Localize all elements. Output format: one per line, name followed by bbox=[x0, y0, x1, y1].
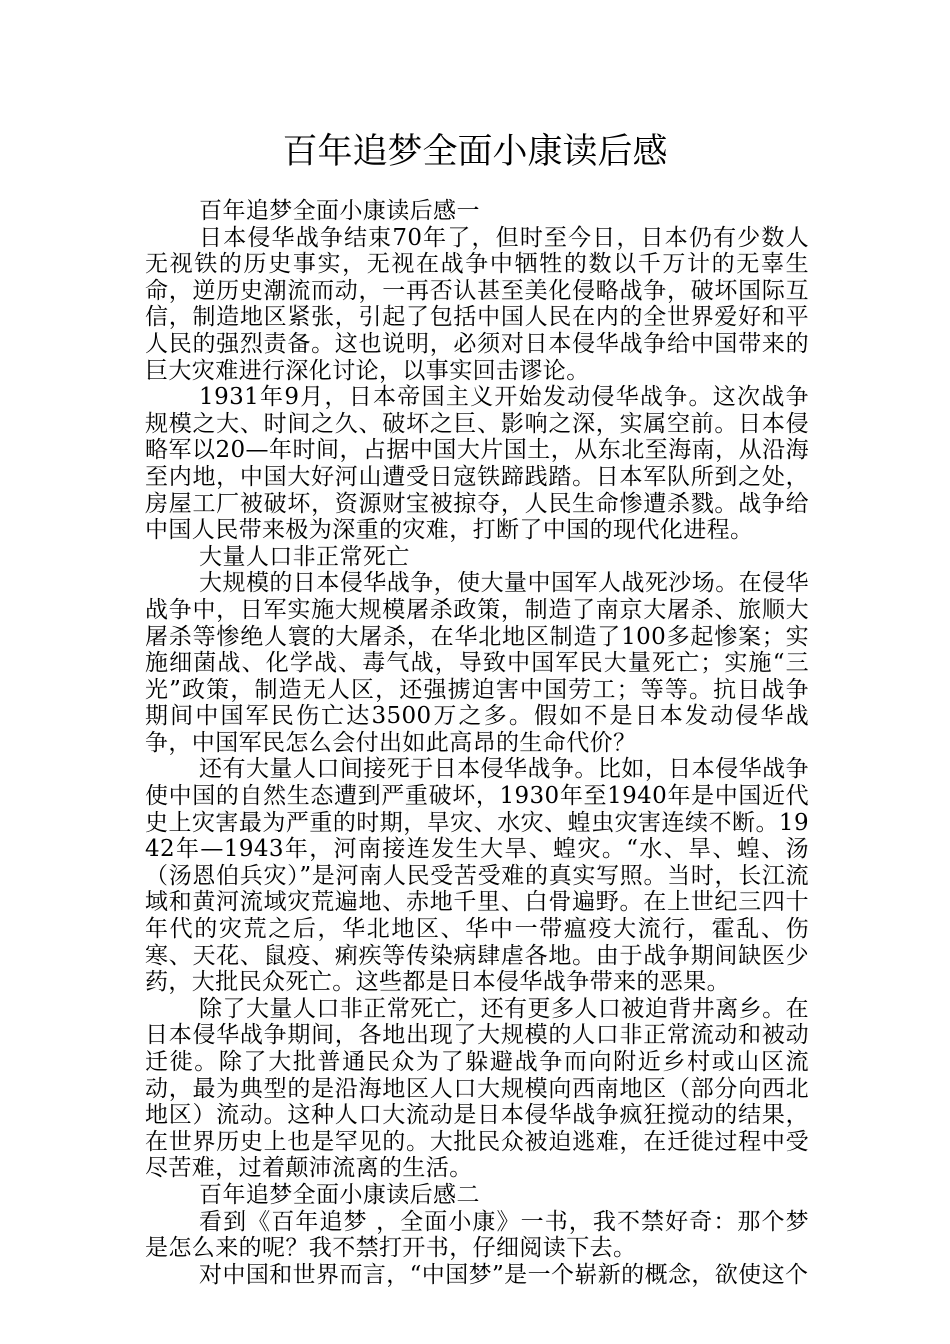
subheading-population-death: 大量人口非正常死亡 bbox=[199, 543, 410, 570]
paragraph: 除了大量人口非正常死亡，还有更多人口被迫背井离乡。在日本侵华战争期间，各地出现了大规模的人口非正常流动和被动迁徙。除了大批普通民众为了躲避战争而向附近乡村或山区流动，最为典型的是沿海地区人口大规模向西南地区（部分向西北地区）流动。这种人口大流动是日本侵华战争疯狂搅动的结果，在世界历史上也是罕见的。大批民众被迫逃难，在迁徙过程中受尽苦难，过着颠沛流离的生活。 bbox=[145, 995, 809, 1182]
paragraph: 看到《百年追梦 ，全面小康》一书，我不禁好奇：那个梦是怎么来的呢？我不禁打开书，仔细阅读下去。 bbox=[145, 1208, 809, 1262]
paragraph: 日本侵华战争结束70年了，但时至今日，日本仍有少数人无视铁的历史事实，无视在战争中牺牲的数以千万计的无辜生命，逆历史潮流而动，一再否认甚至美化侵略战争，破坏国际互信，制造地区紧张，引起了包括中国人民在内的全世界爱好和平人民的强烈责备。这也说明，必须对日本侵华战争给中国带来的巨大灾难进行深化讨论，以事实回击谬论。 bbox=[145, 224, 809, 384]
document-title: 百年追梦全面小康读后感 bbox=[282, 132, 668, 172]
section-heading-1: 百年追梦全面小康读后感一 bbox=[199, 198, 480, 224]
paragraph: 1931年9月，日本帝国主义开始发动侵华战争。这次战争规模之大、时间之久、破坏之巨、影响之深，实属空前。日本侵略军以20—年时间，占据中国大片国土，从东北至海南，从沿海至内地，中国大好河山遭受日寇铁蹄践踏。日本军队所到之处，房屋工厂被破坏，资源财宝被掠夺，人民生命惨遭杀戮。战争给中国人民带来极为深重的灾难，打断了中国的现代化进程。 bbox=[145, 384, 809, 544]
document-body bbox=[145, 198, 809, 1288]
section-heading-2: 百年追梦全面小康读后感二 bbox=[199, 1181, 480, 1208]
paragraph: 大规模的日本侵华战争，使大量中国军人战死沙场。在侵华战争中，日军实施大规模屠杀政策，制造了南京大屠杀、旅顺大屠杀等惨绝人寰的大屠杀，在华北地区制造了100多起惨案；实施细菌战、化学战、毒气战，导致中国军民大量死亡；实施“三光”政策，制造无人区，还强掳迫害中国劳工；等等。抗日战争期间中国军民伤亡达3500万之多。假如不是日本发动侵华战争，中国军民怎么会付出如此高昂的生命代价？ bbox=[145, 570, 809, 756]
paragraph: 对中国和世界而言，“中国梦”是一个崭新的概念，欲使这个 bbox=[199, 1261, 809, 1288]
paragraph: 还有大量人口间接死于日本侵华战争。比如，日本侵华战争使中国的自然生态遭到严重破坏，1930年至1940年是中国近代史上灾害最为严重的时期，旱灾、水灾、蝗虫灾害连续不断。1942年—1943年，河南接连发生大旱、蝗灾。“水、旱、蝗、汤（汤恩伯兵灾）”是河南人民受苦受难的真实写照。当时，长江流域和黄河流域灾荒遍地、赤地千里、白骨遍野。在上世纪三四十年代的灾荒之后，华北地区、华中一带瘟疫大流行，霍乱、伤寒、天花、鼠疫、痢疾等传染病肆虐各地。由于战争期间缺医少药，大批民众死亡。这些都是日本侵华战争带来的恶果。 bbox=[145, 756, 809, 996]
